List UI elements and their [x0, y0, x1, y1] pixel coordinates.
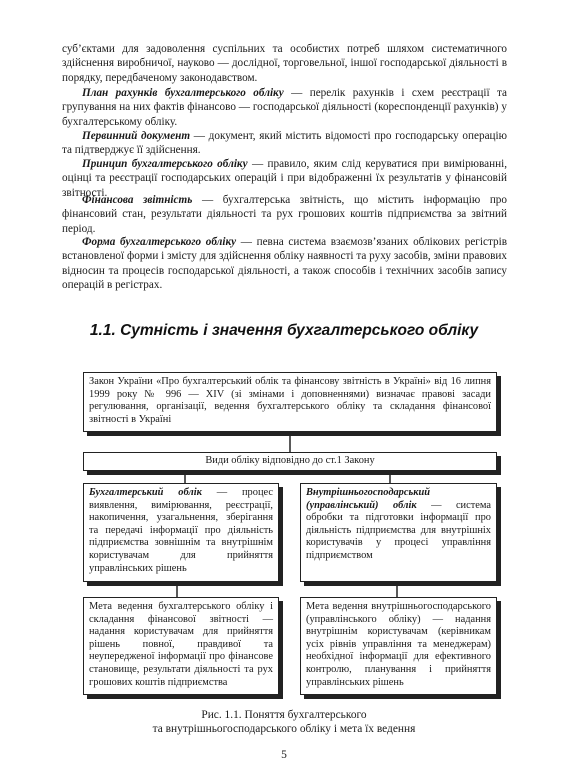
intro-text: суб’єктами для задоволення суспільних та особистих потреб шляхом систематичного здійснення виробничої, науково — дослідної, торговельної, іншої господарської діяльності в порядку, передбаченому законодавством. [62, 43, 507, 84]
law-text: Закон України «Про бухгалтерський облік та фінансову звітність в Україні» від 16 липня 1999 року № 996 — XIV (зі змінами і доповненнями) визначає правові засади регулювання, організації, ведення бухгалтерського обліку та складання фінансової звітності в Україні [89, 376, 491, 425]
definition-term: Первинний документ [82, 130, 191, 142]
law-box [83, 372, 497, 432]
financial-accounting-box [83, 483, 279, 582]
financial-accounting-text: — процес виявлення, вимірювання, реєстрації, накопичення, узагальнення, зберігання та передачі інформації про діяльність підприємства зовнішнім та внутрішнім користувачам для прийняття управлінських рішень [89, 487, 273, 574]
financial-goal-text: Мета ведення бухгалтерського обліку і складання фінансової звітності — надання користувачам для прийняття рішень повної, правдивої та неупередженої інформації про фінансове становище, результати діяльності та рух грошових коштів підприємства [89, 601, 273, 688]
figure-caption-line1: Рис. 1.1. Поняття бухгалтерського [201, 709, 367, 721]
accounting-types-box [83, 452, 497, 471]
definition-primary-document [62, 129, 507, 158]
management-accounting-text: — система обробки та підготовки інформації про діяльність підприємства для внутрішніх користувачів у процесі управління підприємством [306, 499, 491, 561]
definition-term: Фінансова звітність [82, 194, 193, 206]
management-goal-text: Мета ведення внутрішньогосподарського (управлінського обліку) — надання внутрішнім користувачам (керівникам усіх рівнів управління та менеджерам) необхідної інформації для ефективного контролю, планування і прийняття управлінських рішень [306, 601, 491, 688]
management-accounting-box [300, 483, 497, 582]
management-accounting-term: Внутрішньогосподарський (управлінський) облік [306, 487, 431, 511]
definition-chart-of-accounts [62, 86, 507, 129]
definition-accounting-form [62, 235, 507, 292]
accounting-types-text: Види обліку відповідно до ст.1 Закону [205, 455, 375, 466]
financial-goal-box [83, 597, 279, 695]
intro-paragraph [62, 42, 507, 85]
financial-accounting-term: Бухгалтерський облік [89, 487, 202, 498]
definition-text: — певна система взаємозв’язаних облікових регістрів встановленої форми і змісту для здійснення обліку наявності та руху засобів, зміни правових відносин та процесів господарської діяльності, а також способів і технічних засобів запису операцій в регістрах. [62, 236, 507, 291]
page-number: 5 [281, 749, 287, 761]
definition-text: — перелік рахунків і схем реєстрації та групування на них фактів фінансово — господарської діяльності (кореспонденції рахунків) у бухгалтерському обліку. [62, 87, 507, 128]
definition-text: — документ, який містить відомості про господарську операцію та підтверджує її здійснення. [62, 130, 507, 157]
management-goal-box [300, 597, 497, 695]
section-title: 1.1. Сутність і значення бухгалтерського обліку [89, 322, 479, 339]
definition-text: — правило, яким слід керуватися при вимірюванні, оцінці та реєстрації господарських операцій і при відображенні їх результатів у фінансовій звітності. [62, 158, 508, 199]
definition-term: Принцип бухгалтерського обліку [82, 158, 248, 170]
definition-text: — бухгалтерська звітність, що містить інформацію про фінансовий стан, результати діяльності та рух грошових коштів підприємства за звітний період. [62, 194, 507, 235]
definition-financial-statements [62, 193, 507, 236]
definition-term: Форма бухгалтерського обліку [82, 236, 237, 248]
definition-term: План рахунків бухгалтерського обліку [82, 87, 284, 99]
figure-caption-line2: та внутрішньогосподарського обліку і мета їх ведення [152, 723, 416, 735]
